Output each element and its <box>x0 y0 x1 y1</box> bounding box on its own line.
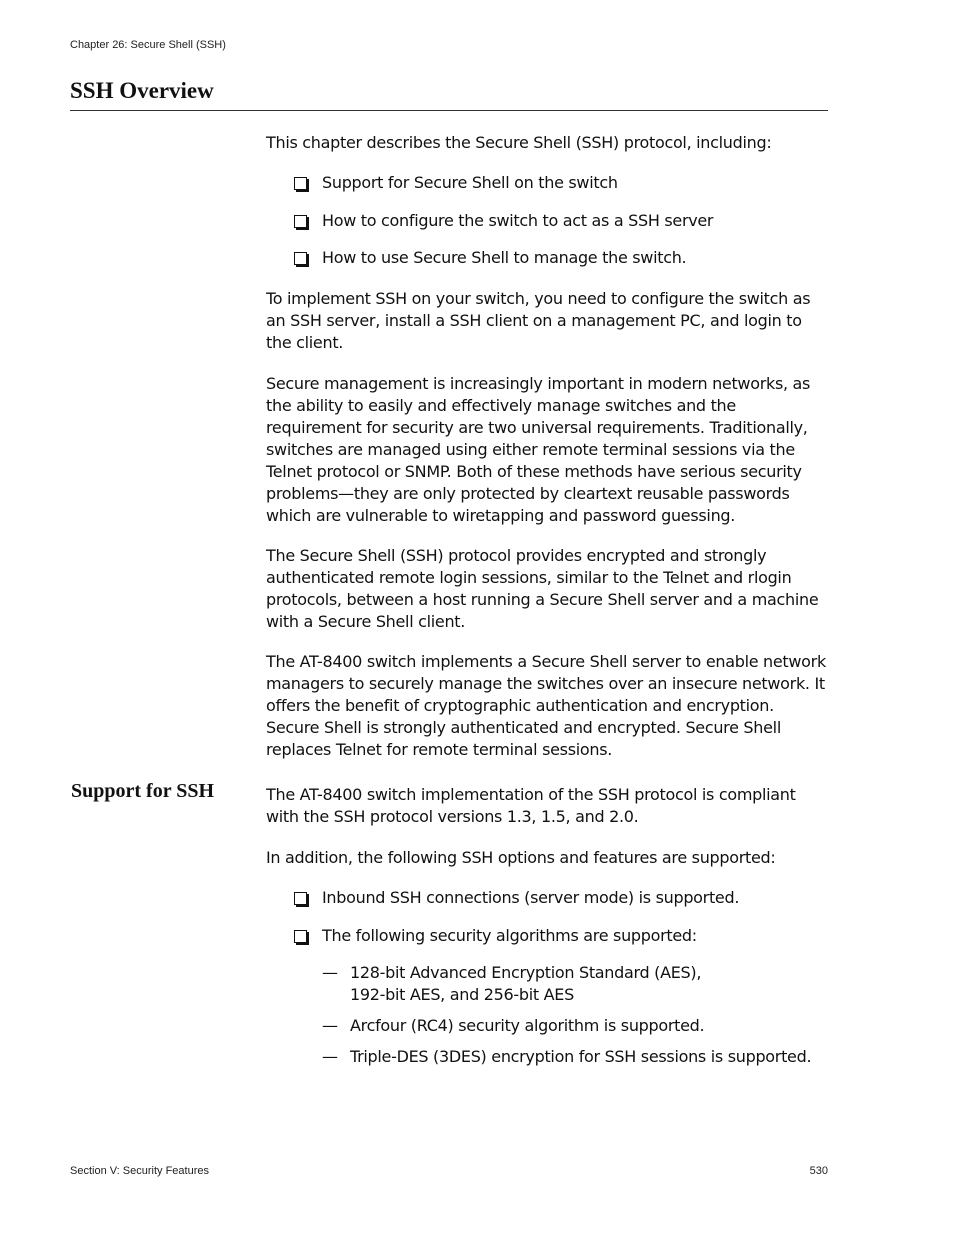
checkbox-bullet-icon <box>294 215 307 228</box>
em-dash-icon: — <box>322 963 338 982</box>
checkbox-bullet-icon <box>294 252 307 265</box>
support-bullet-list <box>266 887 831 947</box>
body-paragraph: The Secure Shell (SSH) protocol provides encrypted and strongly authenticated remote login sessions, similar to the Telnet and rlogin protocols, between a host running a Secure Shell server and a machine with a Secure Shell client. <box>266 546 819 631</box>
body-paragraph: The AT-8400 switch implements a Secure Shell server to enable network managers to securely manage the switches over an insecure network. It offers the benefit of cryptographic authentication and encryption. Secure Shell is strongly authenticated and encrypted. Secure Shell replaces Telnet for remote terminal sessions. <box>266 652 826 759</box>
algorithm-sublist <box>266 962 831 1068</box>
checkbox-bullet-icon <box>294 177 307 190</box>
title-rule <box>70 110 828 111</box>
list-item: — Arcfour (RC4) security algorithm is supported. <box>322 1016 705 1035</box>
list-item: How to configure the switch to act as a SSH server <box>294 210 831 232</box>
subsection-title: Support for SSH <box>71 780 215 802</box>
support-paragraph: The AT-8400 switch implementation of the SSH protocol is compliant with the SSH protocol versions 1.3, 1.5, and 2.0. <box>266 785 796 826</box>
intro-paragraph: This chapter describes the Secure Shell (SSH) protocol, including: <box>266 133 772 152</box>
body-column <box>266 132 831 1068</box>
em-dash-icon: — <box>322 1047 338 1066</box>
list-item: — Triple-DES (3DES) encryption for SSH sessions is supported. <box>322 1047 812 1066</box>
checkbox-bullet-icon <box>294 892 307 905</box>
list-item: — 128-bit Advanced Encryption Standard (AES), 192-bit AES, and 256-bit AES <box>322 963 702 1004</box>
list-item: How to use Secure Shell to manage the switch. <box>294 247 831 269</box>
page-number: 530 <box>809 1165 828 1177</box>
body-paragraph: To implement SSH on your switch, you need to configure the switch as an SSH server, install a SSH client on a management PC, and login to the client. <box>266 289 811 352</box>
list-item: Support for Secure Shell on the switch <box>294 172 831 194</box>
running-header: Chapter 26: Secure Shell (SSH) <box>70 39 226 51</box>
section-title: SSH Overview <box>70 78 214 103</box>
em-dash-icon: — <box>322 1016 338 1035</box>
body-paragraph: Secure management is increasingly important in modern networks, as the ability to easily and effectively manage switches and the requirement for security are two universal requirements. Traditionally, switches are managed using either remote terminal sessions via the Telnet protocol or SNMP. Both of these methods have serious security problems—they are only protected by cleartext reusable passwords which are vulnerable to wiretapping and password guessing. <box>266 374 811 525</box>
checkbox-bullet-icon <box>294 930 307 943</box>
footer-section: Section V: Security Features <box>70 1165 209 1177</box>
list-item: Inbound SSH connections (server mode) is supported. <box>294 887 831 909</box>
list-item: The following security algorithms are supported: <box>294 925 831 947</box>
overview-bullet-list <box>266 172 831 269</box>
support-paragraph: In addition, the following SSH options and features are supported: <box>266 848 776 867</box>
